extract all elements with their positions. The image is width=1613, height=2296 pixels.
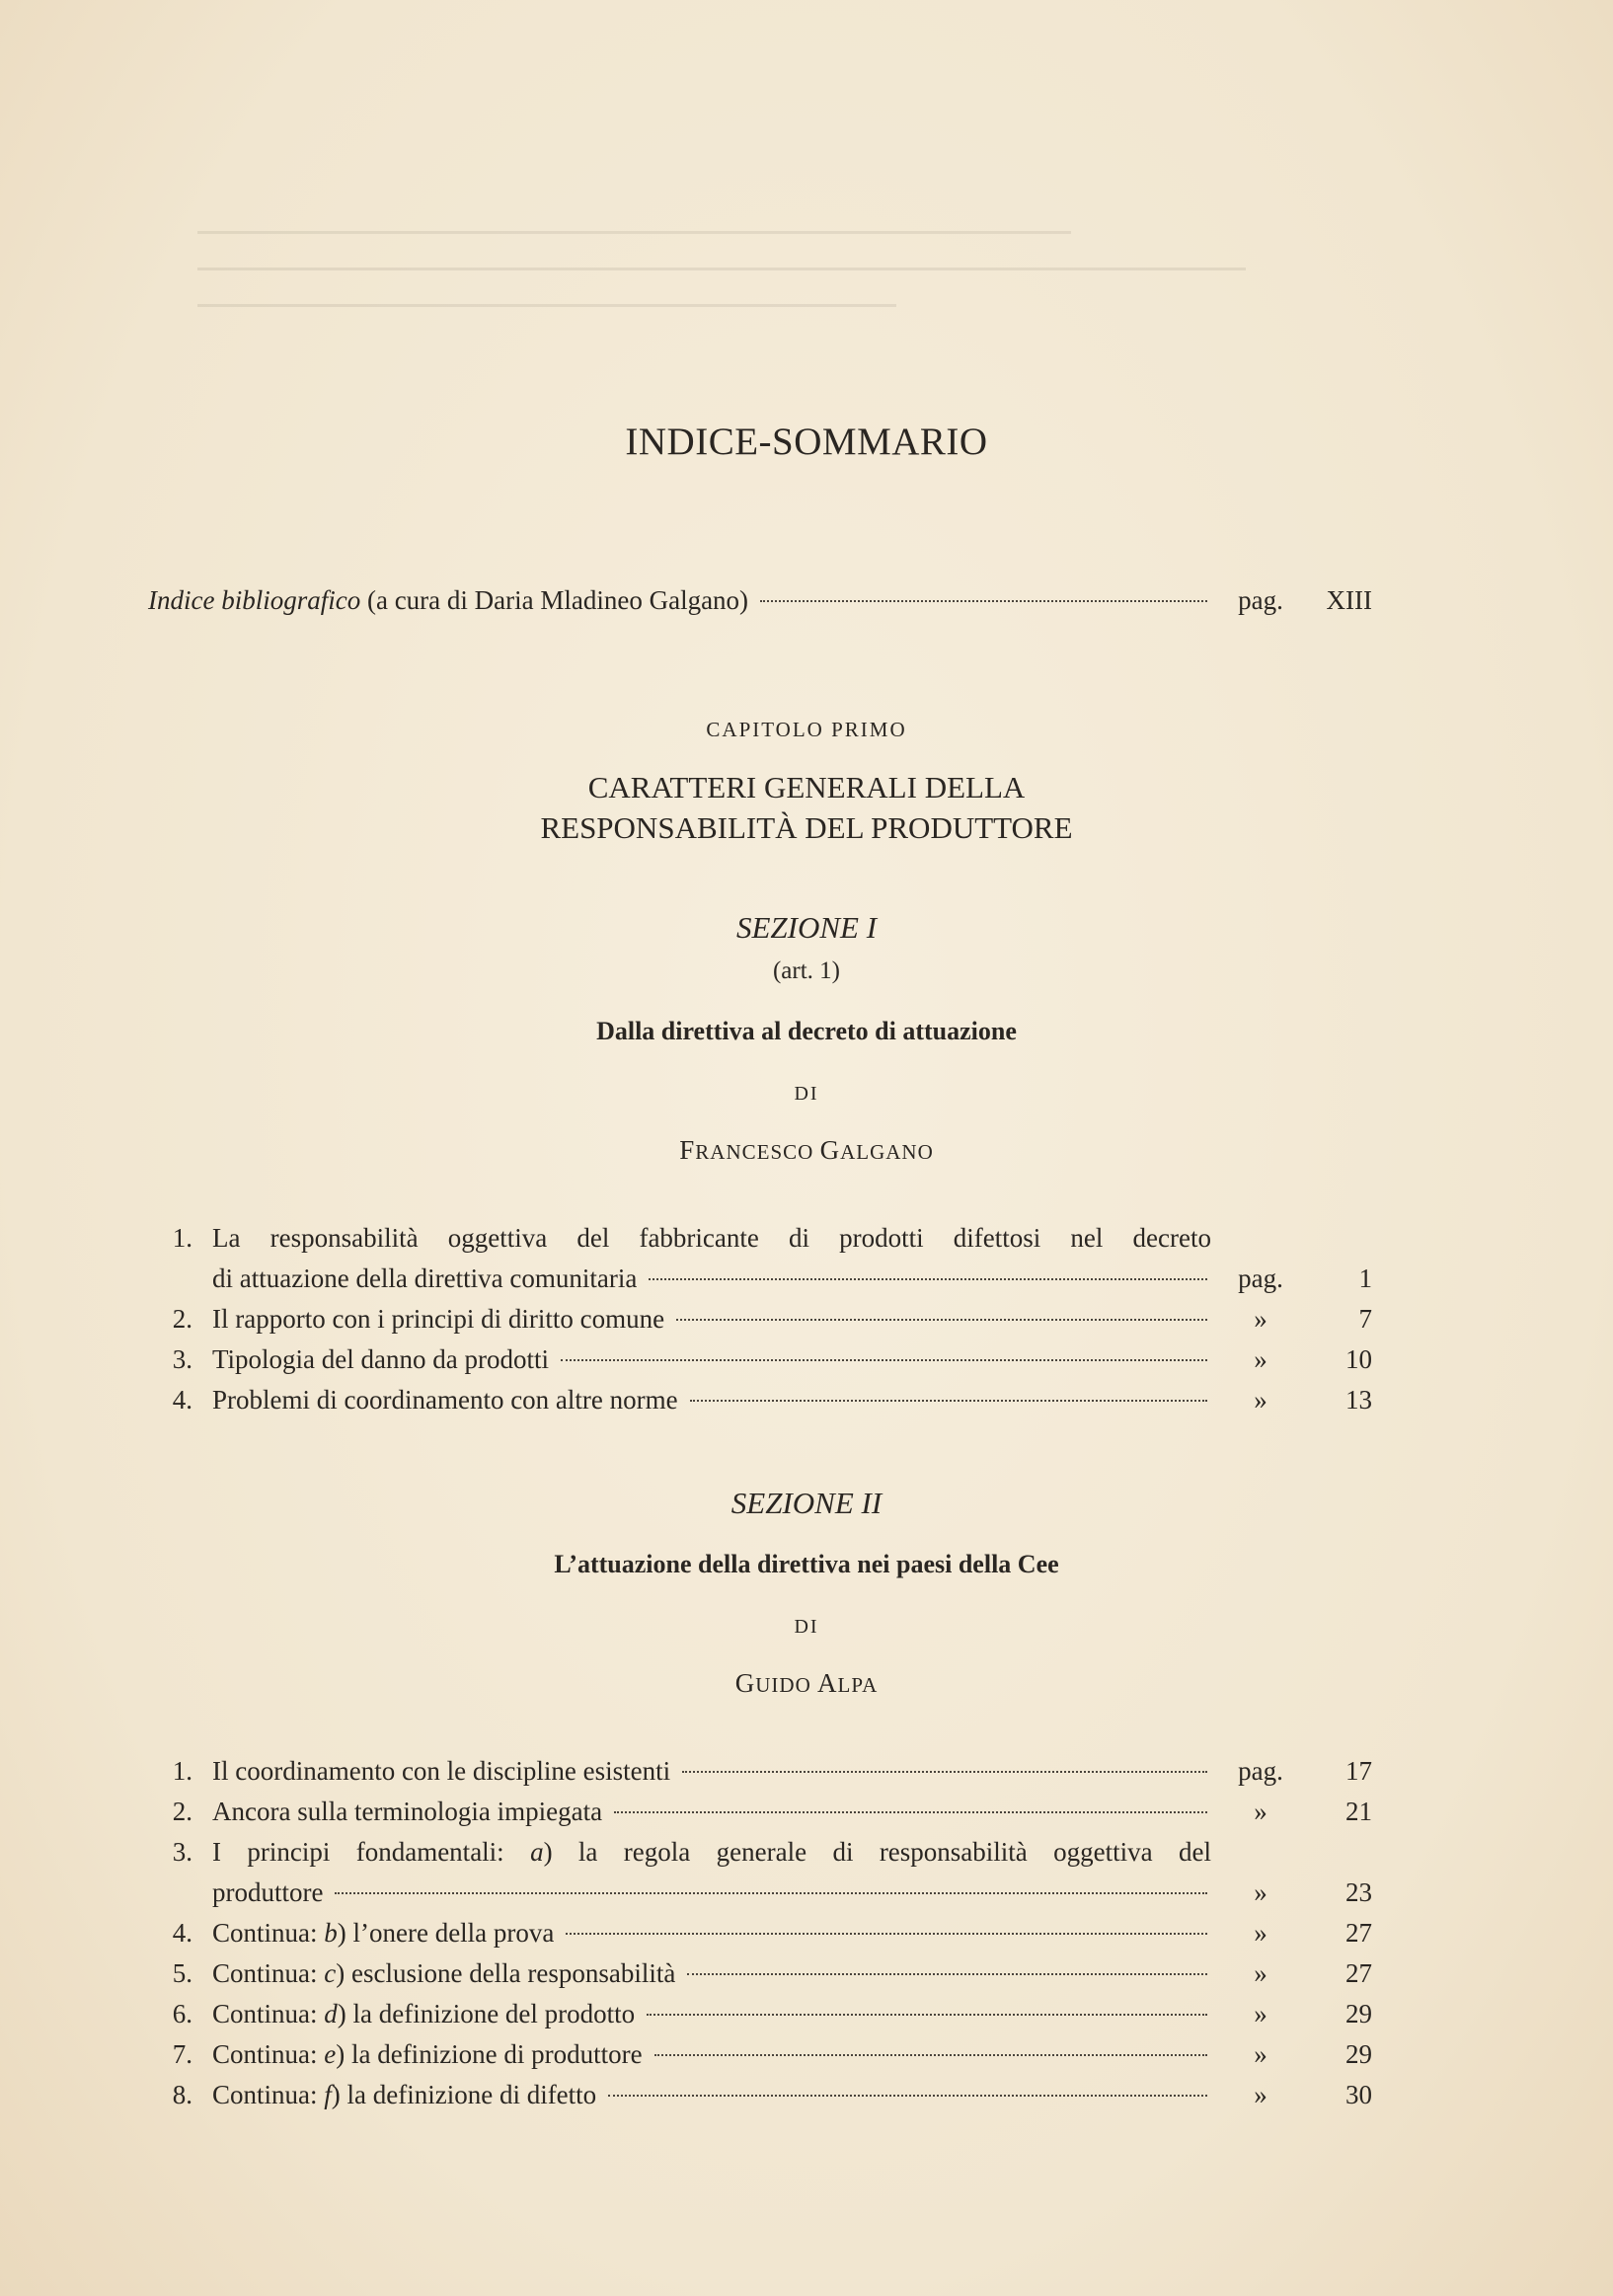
section-1-di: DI [794,1083,819,1105]
section-2-author: GUIDO ALPA [734,1668,879,1698]
section-1-subtitle: Dalla direttiva al decreto di attuazione [596,1017,1017,1045]
section-2-title: SEZIONE II [730,1486,883,1520]
dot-leader [760,600,1207,602]
chapter-title-line1: CARATTERI GENERALI DELLA [587,770,1026,804]
section-1-title: SEZIONE I [735,910,878,945]
toc-entry: 1. La responsabilità oggettiva del fabbricante di prodotti difettosi nel decreto di attuazione della direttiva comunitaria pag. 1 [172,1223,1372,1293]
bleed-through-text [197,197,1362,355]
toc-entry: 3. I principi fondamentali: a) la regola generale di responsabilità oggettiva del produttore » 23 [172,1837,1372,1907]
dot-leader [676,1319,1207,1321]
page-number: XIII [1326,585,1372,615]
section-2-subtitle: L’attuazione della direttiva nei paesi della Cee [554,1550,1059,1578]
book-page: INDICE-SOMMARIO Indice bibliografico (a cura di Daria Mladineo Galgano) pag. XIII CAPITOLO PRIMO CARATTERI GENERALI DELLA RESPONSABILITÀ DEL PRODUTTORE SEZIONE I (art. 1) Dalla direttiva al decreto di attuazione DI FRANCESCO GALGANO 1. La responsabilità oggettiva del fabbricante di prodotti difettosi nel decreto di attuazione della direttiva comunitaria pag. 1 2. Il rapporto con i principi di diritto comune » 7 3. Tipologia del danno da prodotti » 10 4. Problemi di coordinamento con altre norme » 13 SEZIONE II L’attuazione della direttiva nei paesi della Cee DI GUIDO ALPA 1. Il coordinamento con le discipline esistenti pag. 17 2. Ancora sulla terminologia impiegata » 21 3. I principi fondamentali: a) la regola generale di responsabilità oggettiva del produttore » 23 4. Continua: b) l’onere della prova » 27 5. Continua: c) esclusione della responsabilità » 27 6. Continua: d) la definizione del prodotto » 29 7. Continua: e) la definizione di produttore » 29 8. Continua: f) la definizione di difetto » 30 [0,0,1613,2296]
chapter-title [0,767,1613,848]
dot-leader [682,1771,1207,1773]
dot-leader [687,1973,1207,1975]
section-2-di: DI [794,1616,819,1638]
dot-leader [654,2054,1207,2056]
dot-leader [566,1933,1207,1935]
dot-leader [561,1359,1207,1361]
section-1-article: (art. 1) [772,957,841,984]
dot-leader [614,1811,1207,1813]
page-title: INDICE-SOMMARIO [625,421,988,463]
dot-leader [335,1892,1207,1894]
dot-leader [647,2014,1207,2016]
page-ref-label: pag. [1238,585,1283,615]
chapter-label: CAPITOLO PRIMO [706,718,907,741]
dot-leader [608,2095,1207,2097]
bibliography-title: Indice bibliografico [148,585,361,615]
dot-leader [690,1400,1207,1402]
section-1-author: FRANCESCO GALGANO [679,1135,934,1165]
dot-leader [649,1278,1207,1280]
chapter-title-line2: RESPONSABILITÀ DEL PRODUTTORE [540,810,1073,845]
bibliography-curator: (a cura di Daria Mladineo Galgano) [366,585,749,615]
